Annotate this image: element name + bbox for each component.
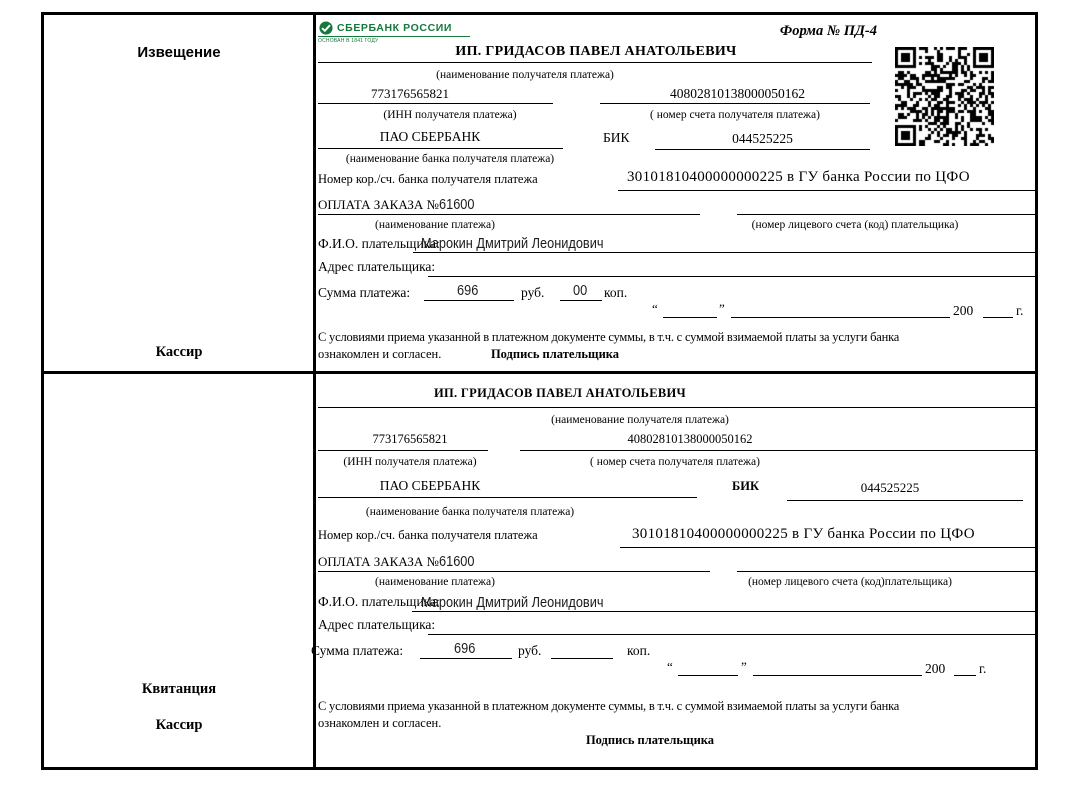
corr-underline	[618, 190, 1035, 191]
payment-name-prefix: ОПЛАТА ЗАКАЗА №	[318, 554, 439, 569]
payer-name-value: Марокин Дмитрий Леонидович	[421, 236, 604, 252]
payment-caption: (наименование платежа)	[375, 219, 495, 231]
sum-label: Сумма платежа:	[311, 643, 404, 658]
agreement-line2: ознакомлен и согласен.	[318, 347, 442, 361]
agreement-line1: С условиями приема указанной в платежном документе суммы, в т.ч. с суммой взимаемой платы за услуги банка	[318, 699, 900, 713]
amount-rub-value: 696	[453, 641, 476, 657]
bank-caption: (наименование банка получателя платежа)	[345, 153, 555, 165]
corr-value: 30101810400000000225 в ГУ банка России по ЦФО	[632, 526, 975, 542]
kop-label: коп.	[627, 643, 651, 658]
recipient-caption: (наименование получателя платежа)	[551, 414, 729, 426]
order-number-value: 61600	[438, 197, 475, 213]
payment-name-prefix: ОПЛАТА ЗАКАЗА №	[318, 197, 439, 212]
inn-value: 773176565821	[371, 86, 449, 101]
payment-name-underline	[318, 214, 700, 215]
bank-caption: (наименование банка получателя платежа)	[365, 506, 575, 518]
qr-code	[895, 47, 994, 146]
inn-underline	[318, 103, 553, 104]
bik-value: 044525225	[732, 131, 793, 146]
date-quote-close: ”	[741, 659, 747, 674]
signature-label: Подпись плательщика	[490, 347, 620, 361]
signature-label: Подпись плательщика	[585, 733, 715, 747]
form-code-label: Форма № ПД-4	[779, 23, 877, 39]
bik-underline	[655, 149, 870, 150]
section2-side-label: Квитанция	[141, 681, 217, 697]
personal-account-underline	[737, 571, 1035, 572]
fio-label: Ф.И.О. плательщика:	[318, 236, 440, 251]
personal-account-underline	[737, 214, 1035, 215]
section-divider	[41, 371, 1038, 374]
recipient-name: ИП. ГРИДАСОВ ПАВЕЛ АНАТОЛЬЕВИЧ	[455, 44, 737, 59]
account-underline	[520, 450, 1035, 451]
section1-side-label: Извещение	[137, 44, 221, 61]
corr-underline	[620, 547, 1035, 548]
corr-label: Номер кор./сч. банка получателя платежа	[318, 172, 538, 186]
corr-value: 30101810400000000225 в ГУ банка России по ЦФО	[627, 169, 970, 185]
bik-label: БИК	[732, 479, 760, 493]
fio-underline	[412, 611, 1035, 612]
fio-label: Ф.И.О. плательщика:	[318, 594, 440, 609]
agreement-line1: С условиями приема указанной в платежном документе суммы, в т.ч. с суммой взимаемой платы за услуги банка	[318, 330, 900, 344]
year-suffix: г.	[1016, 303, 1024, 318]
order-number-value: 61600	[438, 554, 475, 570]
inn-caption: (ИНН получателя платежа)	[383, 109, 517, 121]
rub-label: руб.	[518, 643, 542, 658]
amount-kop-value: 00	[572, 283, 588, 299]
section1-cashier-label: Кассир	[155, 344, 203, 360]
date-day-line	[678, 675, 738, 676]
date-day-line	[663, 317, 717, 318]
sberbank-logo-text: СБЕРБАНК РОССИИ	[337, 22, 453, 34]
year-line	[983, 317, 1013, 318]
recipient-name: ИП. ГРИДАСОВ ПАВЕЛ АНАТОЛЬЕВИЧ	[433, 386, 687, 400]
address-label: Адрес плательщика:	[318, 259, 436, 274]
bank-underline	[318, 148, 563, 149]
inn-underline	[318, 450, 488, 451]
personal-account-caption: (номер лицевого счета (код) плательщика)	[751, 219, 959, 231]
amount-rub-value: 696	[456, 283, 479, 299]
sberbank-logo-tagline: ОСНОВАН В 1841 ГОДУ	[318, 37, 379, 44]
year-suffix: г.	[979, 661, 987, 676]
inn-caption: (ИНН получателя платежа)	[343, 456, 477, 468]
bik-value: 044525225	[860, 480, 920, 495]
date-month-line	[731, 317, 950, 318]
corr-label: Номер кор./сч. банка получателя платежа	[318, 528, 538, 542]
payer-name-value: Марокин Дмитрий Леонидович	[421, 595, 604, 611]
bik-label: БИК	[603, 130, 630, 145]
address-underline	[428, 276, 1035, 277]
account-caption: ( номер счета получателя платежа)	[590, 456, 760, 468]
personal-account-caption: (номер лицевого счета (код)плательщика)	[748, 576, 952, 588]
bank-name-value: ПАО СБЕРБАНК	[379, 129, 481, 144]
year-prefix: 200	[953, 303, 974, 318]
payment-name-underline	[318, 571, 710, 572]
date-quote-open: “	[652, 301, 658, 316]
address-label: Адрес плательщика:	[318, 617, 436, 632]
recipient-underline	[318, 407, 1035, 408]
date-month-line	[753, 675, 922, 676]
section2-cashier-label: Кассир	[155, 717, 203, 733]
account-value: 40802810138000050162	[627, 432, 753, 446]
bik-underline	[787, 500, 1023, 501]
sum-label: Сумма платежа:	[318, 285, 411, 300]
recipient-underline	[318, 62, 872, 63]
bank-name-value: ПАО СБЕРБАНК	[379, 478, 481, 493]
payment-caption: (наименование платежа)	[375, 576, 495, 588]
year-line	[954, 675, 976, 676]
account-value: 40802810138000050162	[670, 86, 805, 101]
bank-underline	[318, 497, 697, 498]
year-prefix: 200	[925, 661, 946, 676]
kop-label: коп.	[604, 285, 628, 300]
inn-value: 773176565821	[372, 432, 448, 446]
date-quote-close: ”	[719, 301, 725, 316]
agreement-line2: ознакомлен и согласен.	[318, 716, 442, 730]
account-underline	[600, 103, 870, 104]
recipient-caption: (наименование получателя платежа)	[436, 69, 614, 81]
account-caption: ( номер счета получателя платежа)	[650, 109, 820, 121]
fio-underline	[413, 252, 1035, 253]
date-quote-open: “	[667, 659, 673, 674]
address-underline	[428, 634, 1035, 635]
rub-label: руб.	[521, 285, 545, 300]
